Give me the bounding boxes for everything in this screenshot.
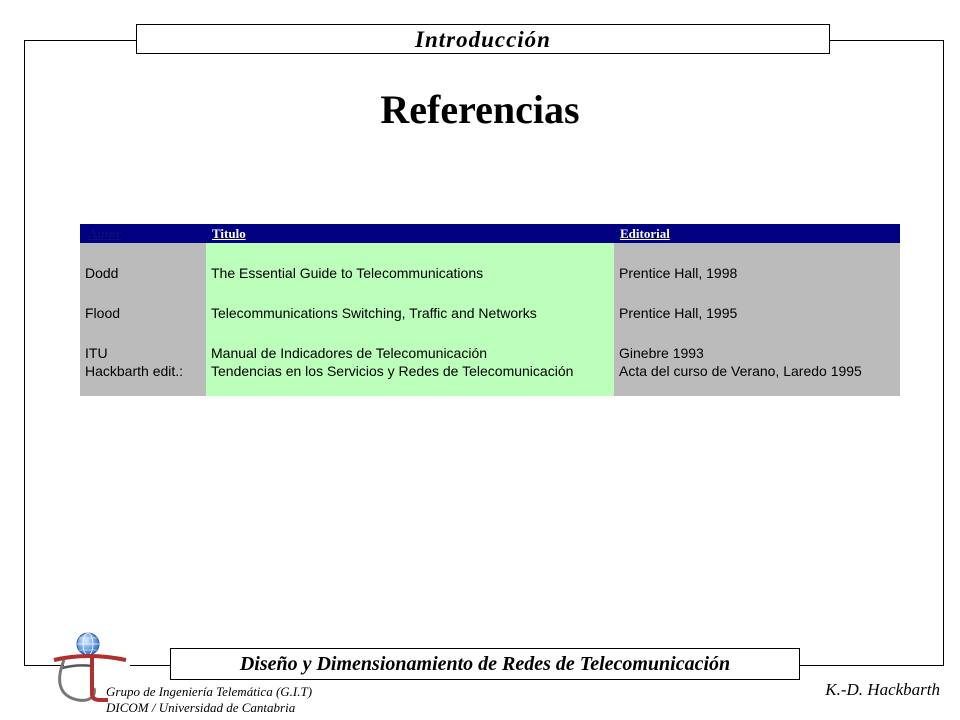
university-name: DICOM / Universidad de Cantabria bbox=[106, 700, 296, 715]
row-3-editorial: Ginebre 1993 bbox=[619, 345, 704, 361]
course-title: Diseño y Dimensionamiento de Redes de Telecomunicación bbox=[170, 648, 800, 680]
row-1-autor: Dodd bbox=[85, 265, 119, 281]
row-4-editorial: Acta del curso de Verano, Laredo 1995 bbox=[619, 363, 862, 379]
frame-top-left bbox=[24, 40, 136, 41]
section-header: Introducción bbox=[136, 24, 830, 54]
row-1-titulo: The Essential Guide to Telecommunications bbox=[211, 265, 484, 281]
row-2-editorial: Prentice Hall, 1995 bbox=[619, 305, 738, 321]
row-1-editorial: Prentice Hall, 1998 bbox=[619, 265, 738, 281]
frame-top-right bbox=[830, 40, 944, 41]
author-name: K.-D. Hackbarth bbox=[825, 680, 940, 699]
frame-bottom-mid bbox=[130, 665, 170, 666]
header-titulo: Titulo bbox=[212, 226, 246, 241]
frame-right bbox=[943, 40, 944, 666]
row-3-autor: ITU bbox=[85, 345, 108, 361]
page-title: Referencias bbox=[380, 87, 580, 132]
row-4-titulo: Tendencias en los Servicios y Redes de Telecomunicación bbox=[211, 363, 574, 379]
group-name: Grupo de Ingeniería Telemática (G.I.T) bbox=[106, 684, 313, 699]
references-table bbox=[80, 224, 900, 396]
header-autor: Autor bbox=[88, 226, 122, 241]
row-3-titulo: Manual de Indicadores de Telecomunicación bbox=[211, 345, 488, 361]
row-2-autor: Flood bbox=[85, 305, 121, 321]
table-header-row bbox=[80, 224, 900, 243]
frame-left bbox=[24, 40, 25, 666]
row-2-titulo: Telecommunications Switching, Traffic and Networks bbox=[211, 305, 537, 321]
group-info bbox=[106, 684, 312, 716]
frame-bottom-right bbox=[800, 665, 944, 666]
row-4-autor: Hackbarth edit.: bbox=[85, 363, 184, 379]
header-editorial: Editorial bbox=[620, 226, 670, 241]
